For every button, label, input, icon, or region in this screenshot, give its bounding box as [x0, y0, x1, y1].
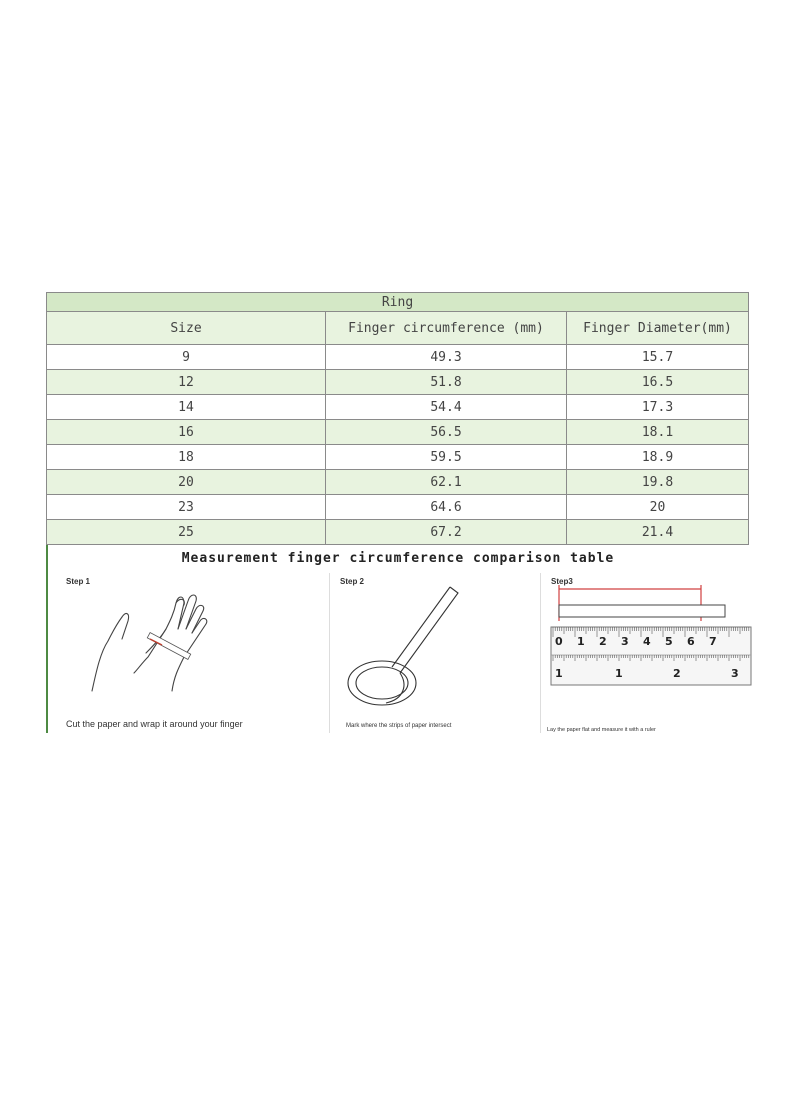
ruler-number: 1 — [577, 635, 585, 648]
ruler-number: 2 — [599, 635, 607, 648]
diameter-cell: 16.5 — [567, 370, 749, 395]
guide-title: Measurement finger circumference comparison table — [181, 551, 615, 566]
table-row — [47, 470, 749, 495]
table-title: Ring — [47, 293, 749, 312]
size-cell: 16 — [47, 420, 326, 445]
diameter-cell: 19.8 — [567, 470, 749, 495]
step-2-caption: Mark where the strips of paper intersect — [346, 723, 452, 729]
diameter-cell: 18.1 — [567, 420, 749, 445]
table-row — [47, 520, 749, 545]
step-2-label: Step 2 — [340, 577, 365, 586]
size-cell: 23 — [47, 495, 326, 520]
circumference-cell: 56.5 — [326, 420, 567, 445]
column-header-diameter: Finger Diameter(mm) — [567, 312, 749, 345]
ruler-number: 0 — [555, 635, 563, 648]
size-cell: 20 — [47, 470, 326, 495]
hand-wrap-illustration — [56, 573, 326, 713]
column-header-circumference: Finger circumference (mm) — [326, 312, 567, 345]
circumference-cell: 51.8 — [326, 370, 567, 395]
size-cell: 14 — [47, 395, 326, 420]
table-row — [47, 345, 749, 370]
ruler-number: 5 — [665, 635, 673, 648]
ruler-number: 1 — [555, 667, 563, 680]
ruler-measure-illustration — [541, 573, 751, 723]
column-header-size: Size — [47, 312, 326, 345]
step-1-caption: Cut the paper and wrap it around your finger — [66, 719, 243, 729]
size-cell: 12 — [47, 370, 326, 395]
ruler-number: 3 — [621, 635, 629, 648]
table-row — [47, 445, 749, 470]
ruler-number: 6 — [687, 635, 695, 648]
step-3-panel — [540, 573, 751, 733]
circumference-cell: 54.4 — [326, 395, 567, 420]
paper-strip-loop-illustration — [330, 573, 540, 713]
step-1-label: Step 1 — [66, 577, 91, 586]
table-row — [47, 495, 749, 520]
table-row — [47, 370, 749, 395]
ruler-number: 4 — [643, 635, 651, 648]
ring-size-table — [46, 292, 749, 545]
size-chart-sheet — [46, 292, 748, 733]
diameter-cell: 17.3 — [567, 395, 749, 420]
circumference-cell: 67.2 — [326, 520, 567, 545]
circumference-cell: 59.5 — [326, 445, 567, 470]
circumference-cell: 64.6 — [326, 495, 567, 520]
diameter-cell: 18.9 — [567, 445, 749, 470]
table-row — [47, 395, 749, 420]
ruler-number: 2 — [673, 667, 681, 680]
step-3-caption: Lay the paper flat and measure it with a ruler — [547, 727, 656, 733]
diameter-cell: 21.4 — [567, 520, 749, 545]
step-1-panel — [56, 573, 326, 733]
ruler-number: 1 — [615, 667, 623, 680]
step-2-panel — [329, 573, 540, 733]
size-cell: 25 — [47, 520, 326, 545]
circumference-cell: 49.3 — [326, 345, 567, 370]
diameter-cell: 15.7 — [567, 345, 749, 370]
measurement-guide — [46, 545, 748, 733]
diameter-cell: 20 — [567, 495, 749, 520]
ruler-number: 3 — [731, 667, 739, 680]
circumference-cell: 62.1 — [326, 470, 567, 495]
table-row — [47, 420, 749, 445]
size-cell: 18 — [47, 445, 326, 470]
step-3-label: Step3 — [551, 577, 573, 586]
ruler-number: 7 — [709, 635, 717, 648]
size-cell: 9 — [47, 345, 326, 370]
